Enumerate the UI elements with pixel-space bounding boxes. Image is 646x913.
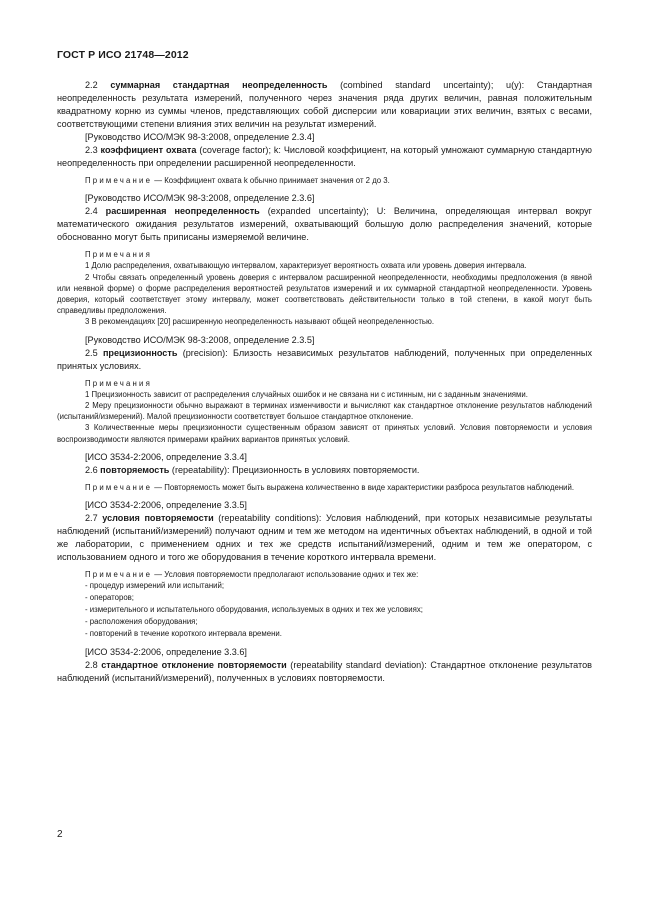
term: условия повторяемости xyxy=(102,513,214,524)
list-item: - операторов; xyxy=(85,593,134,603)
note xyxy=(57,569,592,580)
clause-number: 2.5 xyxy=(85,347,103,358)
term: суммарная стандартная неопределенность xyxy=(110,80,328,90)
note-item: 3 Количественные меры прецизионности существенным образом зависят от принятых условий. Условия повторяемости и условия воспроизводимости являются примерами крайних вариантов принятых условий. xyxy=(57,423,592,444)
note-text: — Повторяемость может быть выражена количественно в виде характеристики разброса результатов наблюдений. xyxy=(152,482,575,492)
clause-number: 2.7 xyxy=(85,513,103,524)
list-item: - процедур измерений или испытаний; xyxy=(85,581,225,591)
reference: [ИСО 3534-2:2006, определение 3.3.4] xyxy=(85,451,247,462)
definition-text: (precision): Близость независимых результатов наблюдений, полученных при определенных принятых условиях. xyxy=(57,347,592,371)
term: прецизионность xyxy=(102,347,178,358)
definition-text: (combined standard uncertainty); u(y): Стандартная неопределенность результата измерений, полученного через значения ряда других величин, равная положительным квадратному корню из суммы членов, представляющих собой дисперсии или ковариации этих величин, взятых с весами, соответствующими степени влияния этих величин на результат измерений. xyxy=(57,80,592,129)
reference: [ИСО 3534-2:2006, определение 3.3.6] xyxy=(85,647,247,658)
list-item: - расположения оборудования; xyxy=(85,617,198,627)
reference: [Руководство ИСО/МЭК 98-3:2008, определение 2.3.5] xyxy=(85,334,315,345)
definition-text: (repeatability): Прецизионность в условиях повторяемости. xyxy=(169,464,420,475)
definition-2-3 xyxy=(57,144,592,170)
reference: [ИСО 3534-2:2006, определение 3.3.5] xyxy=(85,500,247,511)
note xyxy=(57,175,592,186)
term: повторяемость xyxy=(100,464,170,475)
term: стандартное отклонение повторяемости xyxy=(101,660,287,671)
clause-number: 2.3 xyxy=(85,145,101,155)
page-number: 2 xyxy=(57,829,63,840)
clause-number: 2.6 xyxy=(85,464,101,475)
notes-label: Примечания xyxy=(85,250,153,260)
note-item: 2 Чтобы связать определенный уровень доверия с интервалом расширенной неопределенности, необходимы предположения (в явной или неявной форме) о форме распределения вероятностей результатов измерений и их суммарной стандартной неопределенности. Уровень доверия, который соответствует этому интервалу, может соответствовать действительности только в той степени, в какой могут быть справедливы предположения. xyxy=(57,272,592,316)
clause-number: 2.8 xyxy=(85,660,102,671)
definition-2-7 xyxy=(57,512,592,564)
document-body xyxy=(57,79,592,685)
notes-label: Примечания xyxy=(85,378,153,388)
note-label: Примечание xyxy=(85,570,153,580)
note-item: 2 Меру прецизионности обычно выражают в терминах изменчивости и вычисляют как стандартное отклонение результатов наблюдений (испытаний/измерений). Малой прецизионности соответствует большое стандартное отклонение. xyxy=(57,401,592,422)
list-item: - измерительного и испытательного оборудования, используемых в одних и тех же условиях; xyxy=(85,605,423,615)
note-label: Примечание xyxy=(85,482,153,492)
note-item: 1 Долю распределения, охватывающую интервалом, характеризует вероятность охвата или уровень доверия интервала. xyxy=(85,261,527,271)
note-label: Примечание xyxy=(85,176,153,185)
definition-2-2 xyxy=(57,79,592,131)
definition-text: (expanded uncertainty); U: Величина, определяющая интервал вокруг математического ожидания результатов измерений, охватывающий большую долю распределения значений, которые обоснованно могут быть приписаны измеряемой величине. xyxy=(57,206,592,243)
list-item: - повторений в течение короткого интервала времени. xyxy=(85,629,282,639)
term: коэффициент охвата xyxy=(100,145,197,155)
definition-2-8 xyxy=(57,659,592,685)
definition-2-4 xyxy=(57,205,592,244)
definition-text: (coverage factor); k: Числовой коэффициент, на который умножают суммарную стандартную неопределенность при определении расширенной неопределенности. xyxy=(57,145,593,168)
term: расширенная неопределенность xyxy=(105,206,260,217)
document-header: ГОСТ Р ИСО 21748—2012 xyxy=(57,49,189,61)
definition-text: (repeatability standard deviation): Стандартное отклонение результатов наблюдений (испытаний/измерений), полученных в условиях повторяемости. xyxy=(57,660,592,684)
clause-number: 2.2 xyxy=(85,80,111,90)
clause-number: 2.4 xyxy=(85,206,106,217)
definition-2-5 xyxy=(57,347,592,373)
note xyxy=(57,482,592,493)
reference: [Руководство ИСО/МЭК 98-3:2008, определение 2.3.4] xyxy=(85,132,315,142)
note-item: 1 Прецизионность зависит от распределения случайных ошибок и не связана ни с истинным, ни с заданным значениями. xyxy=(85,389,528,399)
reference: [Руководство ИСО/МЭК 98-3:2008, определение 2.3.6] xyxy=(85,193,315,204)
definition-2-6 xyxy=(57,464,592,477)
note-item: 3 В рекомендациях [20] расширенную неопределенность называют общей неопределенностью. xyxy=(85,317,435,327)
note-text: — Коэффициент охвата k обычно принимает значения от 2 до 3. xyxy=(152,176,390,185)
note-text: — Условия повторяемости предполагают использование одних и тех же: xyxy=(152,570,419,580)
definition-text: (repeatability conditions): Условия наблюдений, при которых независимые результаты наблюдений (испытаний/измерений) получают одним и тем же методом на идентичных объектах наблюдений, в одной и той же лаборатории, с применением одних и тех же средств испытаний/измерений, одним и тем же оператором, с использованием одного и того же оборудования в течение короткого интервала времени. xyxy=(57,513,592,563)
